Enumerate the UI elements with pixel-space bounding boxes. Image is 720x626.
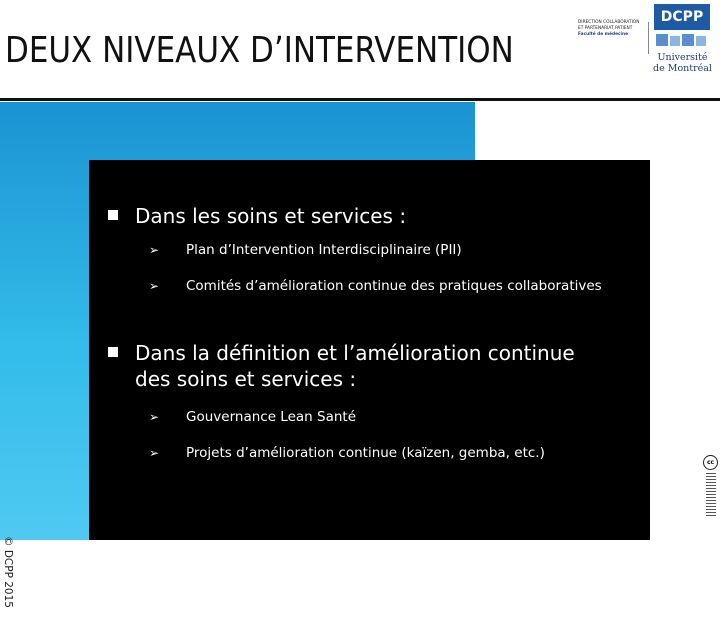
- section-heading: [108, 203, 605, 229]
- arrow-bullet-icon: ➢: [149, 446, 160, 460]
- list-item-text: Plan d’Intervention Interdisciplinaire (PII): [186, 242, 462, 258]
- arrow-bullet-icon: ➢: [149, 243, 160, 257]
- header-divider: [0, 98, 720, 101]
- faculty-line: Faculté de médecine: [578, 32, 628, 37]
- puzzle-logo-icon: [654, 32, 710, 52]
- list-item: [149, 277, 602, 295]
- copyright-notice: © DCPP 2015: [2, 536, 14, 608]
- section-heading-text: Dans la définition et l’amélioration continue des soins et services :: [135, 341, 575, 391]
- direction-line: ET PARTENARIAT PATIENT: [578, 26, 633, 31]
- direction-line: DIRECTION COLLABORATION: [578, 20, 640, 25]
- dcpp-logo: DCPP: [654, 4, 710, 30]
- direction-text: [578, 20, 648, 38]
- cc-icon: cc: [703, 455, 718, 470]
- list-item: [149, 408, 356, 426]
- license-fine-print: [706, 472, 716, 516]
- list-item-text: Projets d’amélioration continue (kaïzen, gemba, etc.): [186, 445, 545, 461]
- square-bullet-icon: [108, 347, 118, 357]
- creative-commons-badge: [703, 455, 719, 533]
- section-heading: [108, 340, 605, 392]
- arrow-bullet-icon: ➢: [149, 410, 160, 424]
- university-line: Université: [657, 52, 708, 63]
- university-line: de Montréal: [653, 63, 712, 74]
- square-bullet-icon: [108, 210, 118, 220]
- list-item-text: Comités d’amélioration continue des pratiques collaboratives: [186, 278, 602, 294]
- branding-separator: [648, 22, 649, 54]
- slide-title: DEUX NIVEAUX D’INTERVENTION: [5, 30, 514, 71]
- arrow-bullet-icon: ➢: [149, 279, 160, 293]
- section-heading-text: Dans les soins et services :: [135, 204, 407, 228]
- list-item-text: Gouvernance Lean Santé: [186, 409, 356, 425]
- university-logo-text: [645, 52, 720, 74]
- list-item: [149, 241, 462, 259]
- list-item: [149, 444, 545, 462]
